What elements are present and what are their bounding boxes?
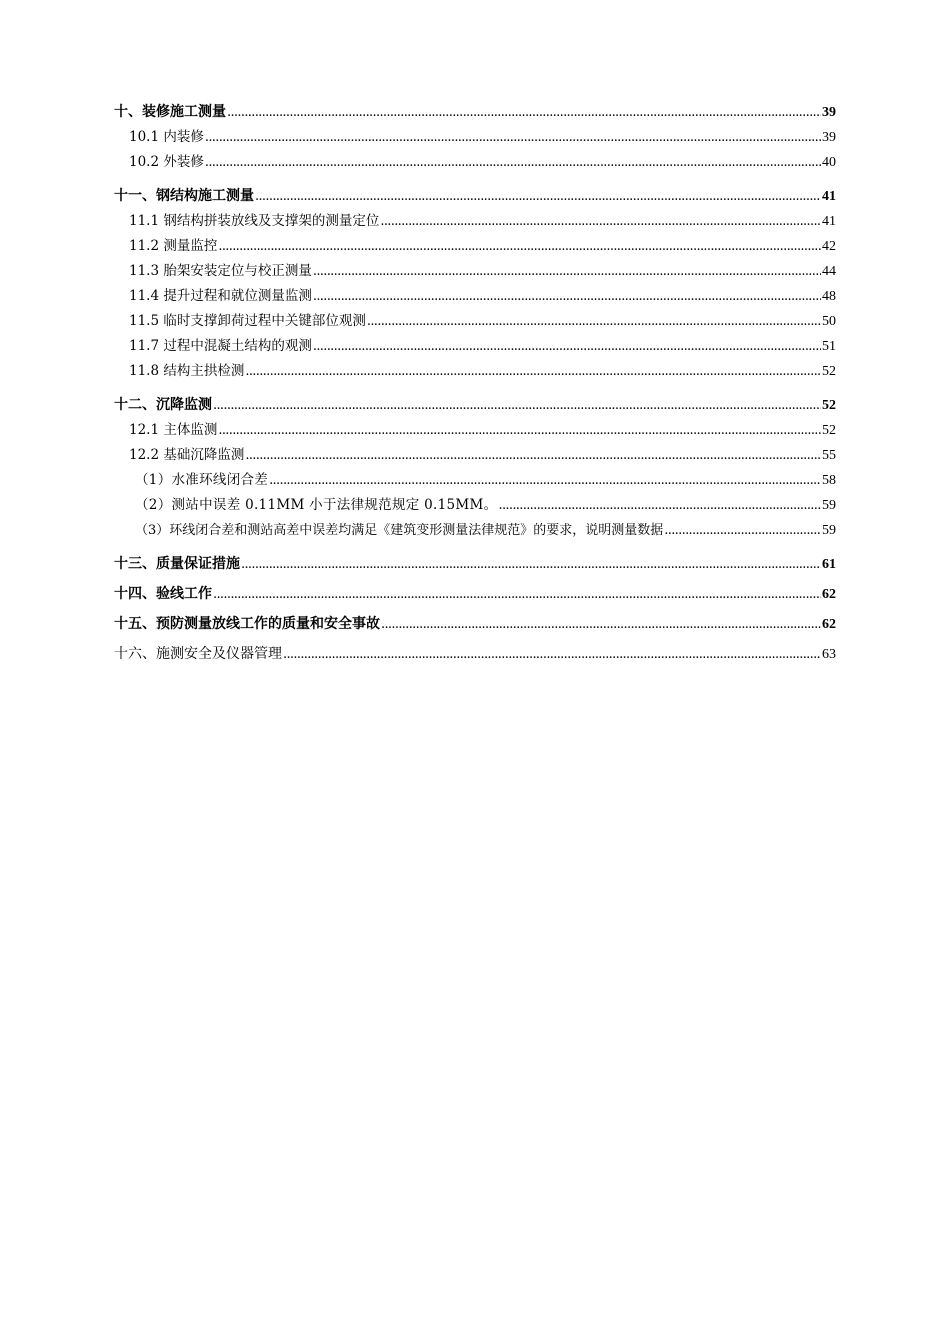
toc-entry-title: （2）测站中误差 0.11MM 小于法律规范规定 0.15MM。 xyxy=(135,497,498,513)
toc-entry-title: 12.2 基础沉降监测 xyxy=(129,447,245,463)
toc-entry-page: 51 xyxy=(822,339,836,354)
toc-entry-page: 61 xyxy=(822,557,836,572)
toc-entry-page: 40 xyxy=(822,155,836,170)
dot-leader xyxy=(205,125,821,150)
toc-entry[interactable] xyxy=(114,468,836,493)
dot-leader xyxy=(367,309,821,334)
toc-entry[interactable] xyxy=(114,443,836,468)
toc-entry-page: 52 xyxy=(822,364,836,379)
toc-entry[interactable] xyxy=(114,334,836,359)
toc-entry-page: 44 xyxy=(822,264,836,279)
dot-leader xyxy=(218,234,821,259)
table-of-contents xyxy=(114,101,836,667)
toc-entry-page: 62 xyxy=(822,587,836,602)
dot-leader xyxy=(381,617,821,632)
toc-entry[interactable] xyxy=(114,284,836,309)
toc-entry[interactable] xyxy=(114,394,836,414)
dot-leader xyxy=(213,398,821,413)
toc-entry-page: 52 xyxy=(822,423,836,438)
toc-entry-page: 50 xyxy=(822,314,836,329)
dot-leader xyxy=(269,468,821,493)
toc-entry-title: 十四、验线工作 xyxy=(114,586,212,602)
toc-entry-page: 59 xyxy=(822,498,836,513)
toc-entry-page: 52 xyxy=(822,398,836,413)
toc-entry-title: 11.4 提升过程和就位测量监测 xyxy=(129,288,312,304)
toc-entry[interactable] xyxy=(114,359,836,384)
toc-entry-page: 63 xyxy=(822,647,836,662)
toc-entry[interactable] xyxy=(114,185,836,205)
toc-entry-title: 十五、预防测量放线工作的质量和安全事故 xyxy=(114,616,380,632)
dot-leader xyxy=(313,284,821,309)
toc-entry[interactable] xyxy=(114,259,836,284)
toc-entry-page: 58 xyxy=(822,473,836,488)
toc-entry-page: 41 xyxy=(822,214,836,229)
toc-entry[interactable] xyxy=(114,309,836,334)
dot-leader xyxy=(498,493,821,518)
toc-entry-page: 48 xyxy=(822,289,836,304)
toc-entry-page: 39 xyxy=(822,130,836,145)
toc-entry-title: 十、装修施工测量 xyxy=(114,104,226,120)
dot-leader xyxy=(313,259,821,284)
toc-entry[interactable] xyxy=(114,101,836,121)
toc-entry-page: 41 xyxy=(822,189,836,204)
toc-entry-title: 十三、质量保证措施 xyxy=(114,556,240,572)
dot-leader xyxy=(283,647,821,662)
dot-leader xyxy=(245,443,821,468)
toc-entry-title: 11.5 临时支撑卸荷过程中关键部位观测 xyxy=(129,313,366,329)
toc-entry[interactable] xyxy=(114,209,836,234)
toc-entry-title: 11.1 钢结构拼装放线及支撑架的测量定位 xyxy=(129,213,380,229)
toc-entry-title: 十六、施测安全及仪器管理 xyxy=(114,646,282,662)
toc-entry-title: 十二、沉降监测 xyxy=(114,397,212,413)
dot-leader xyxy=(380,209,821,234)
toc-entry-title: （1）水准环线闭合差 xyxy=(135,472,269,488)
toc-entry-title: 11.8 结构主拱检测 xyxy=(129,363,245,379)
toc-entry-page: 42 xyxy=(822,239,836,254)
toc-entry-title: 11.2 测量监控 xyxy=(129,238,218,254)
dot-leader xyxy=(245,359,821,384)
toc-entry-title: （3）环线闭合差和测站高差中误差均满足《建筑变形测量法律规范》的要求，说明测量数据 xyxy=(135,523,664,538)
dot-leader xyxy=(664,518,821,543)
toc-entry[interactable] xyxy=(114,643,836,663)
toc-entry[interactable] xyxy=(114,553,836,573)
toc-entry-page: 55 xyxy=(822,448,836,463)
toc-entry-title: 10.1 内装修 xyxy=(129,129,204,145)
toc-entry-title: 12.1 主体监测 xyxy=(129,422,218,438)
toc-entry-page: 62 xyxy=(822,617,836,632)
dot-leader xyxy=(227,105,821,120)
toc-entry[interactable] xyxy=(114,518,836,543)
toc-entry-page: 39 xyxy=(822,105,836,120)
dot-leader xyxy=(218,418,821,443)
toc-entry-title: 十一、钢结构施工测量 xyxy=(114,188,254,204)
dot-leader xyxy=(213,587,821,602)
toc-entry[interactable] xyxy=(114,583,836,603)
toc-entry[interactable] xyxy=(114,125,836,150)
dot-leader xyxy=(241,557,821,572)
toc-entry-title: 11.7 过程中混凝土结构的观测 xyxy=(129,338,312,354)
toc-entry[interactable] xyxy=(114,234,836,259)
toc-entry[interactable] xyxy=(114,613,836,633)
dot-leader xyxy=(205,150,821,175)
toc-entry[interactable] xyxy=(114,150,836,175)
toc-entry-page: 59 xyxy=(822,523,836,538)
toc-entry[interactable] xyxy=(114,418,836,443)
dot-leader xyxy=(313,334,821,359)
dot-leader xyxy=(255,189,821,204)
toc-entry-title: 10.2 外装修 xyxy=(129,154,204,170)
toc-entry[interactable] xyxy=(114,493,836,518)
toc-entry-title: 11.3 胎架安装定位与校正测量 xyxy=(129,263,312,279)
